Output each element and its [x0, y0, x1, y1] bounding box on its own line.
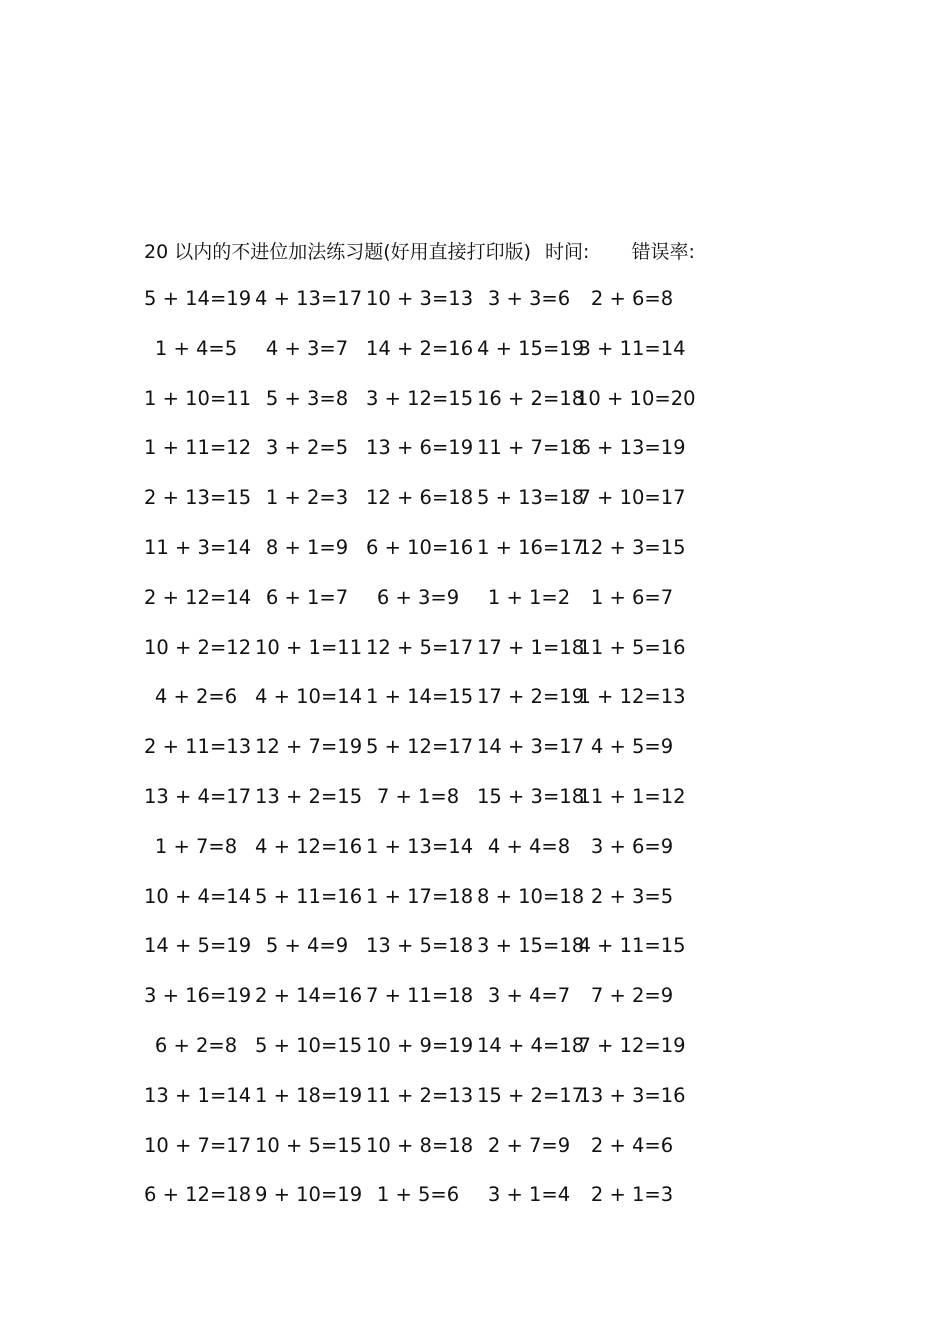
addition-problem: 3 + 15=18: [477, 934, 585, 958]
addition-problem: 11 + 5=16: [578, 635, 686, 659]
addition-problem: 2 + 14=16: [255, 984, 363, 1008]
addition-problem: 10 + 8=18: [366, 1133, 474, 1157]
addition-problem: 1 + 10=11: [144, 386, 252, 410]
addition-problem: 10 + 2=12: [144, 635, 252, 659]
addition-problem: 17 + 2=19: [477, 685, 585, 709]
worksheet-title: 20 以内的不进位加法练习题(好用直接打印版): [144, 240, 532, 263]
addition-problem: 10 + 3=13: [366, 287, 474, 310]
addition-problem: 8 + 1=9: [265, 535, 349, 559]
addition-problem: 10 + 4=14: [144, 884, 252, 908]
addition-problem: 10 + 9=19: [366, 1033, 474, 1057]
addition-problem: 4 + 4=8: [487, 834, 571, 858]
addition-problem: 5 + 12=17: [366, 735, 474, 759]
addition-problem: 7 + 12=19: [578, 1033, 686, 1057]
addition-problem: 2 + 12=14: [144, 585, 252, 609]
addition-problem: 11 + 3=14: [144, 535, 252, 559]
addition-problem: 17 + 1=18: [477, 635, 585, 659]
problem-row: [144, 781, 704, 831]
addition-problem: 1 + 7=8: [154, 834, 238, 858]
addition-problem: 15 + 2=17: [477, 1083, 585, 1107]
addition-problem: 3 + 16=19: [144, 984, 252, 1008]
addition-problem: 2 + 11=13: [144, 735, 252, 759]
addition-problem: 1 + 12=13: [578, 685, 686, 709]
addition-problem: 10 + 10=20: [576, 386, 696, 410]
addition-problem: 2 + 7=9: [487, 1133, 571, 1157]
addition-problem: 5 + 4=9: [265, 934, 349, 958]
problem-row: [144, 482, 704, 532]
problem-row: [144, 1130, 704, 1180]
addition-problem: 5 + 11=16: [255, 884, 363, 908]
addition-problem: 10 + 1=11: [255, 635, 363, 659]
addition-problem: 4 + 2=6: [154, 685, 238, 709]
addition-problem: 4 + 3=7: [265, 336, 349, 360]
addition-problem: 7 + 1=8: [376, 784, 460, 808]
problem-row: [144, 283, 704, 333]
addition-problem: 12 + 5=17: [366, 635, 474, 659]
addition-problem: 1 + 14=15: [366, 685, 474, 709]
addition-problem: 9 + 10=19: [255, 1183, 363, 1207]
addition-problem: 1 + 18=19: [255, 1083, 363, 1107]
problem-row: [144, 980, 704, 1030]
problem-row: [144, 881, 704, 931]
addition-problem: 7 + 11=18: [366, 984, 474, 1008]
addition-problem: 13 + 4=17: [144, 784, 252, 808]
addition-problem: 4 + 12=16: [255, 834, 363, 858]
addition-problem: 2 + 1=3: [590, 1183, 674, 1207]
problem-row: [144, 930, 704, 980]
addition-problem: 14 + 4=18: [477, 1033, 585, 1057]
addition-problem: 11 + 2=13: [366, 1083, 474, 1107]
addition-problem: 3 + 3=6: [487, 287, 571, 310]
addition-problem: 7 + 2=9: [590, 984, 674, 1008]
addition-problem: 1 + 2=3: [265, 486, 349, 510]
problem-row: [144, 582, 704, 632]
addition-problem: 1 + 6=7: [590, 585, 674, 609]
addition-problem: 5 + 14=19: [144, 287, 252, 310]
addition-problem: 14 + 5=19: [144, 934, 252, 958]
addition-problem: 12 + 3=15: [578, 535, 686, 559]
addition-problem: 4 + 5=9: [590, 735, 674, 759]
addition-problem: 1 + 5=6: [376, 1183, 460, 1207]
addition-problem: 2 + 6=8: [590, 287, 674, 310]
addition-problem: 15 + 3=18: [477, 784, 585, 808]
addition-problem: 3 + 4=7: [487, 984, 571, 1008]
addition-problem: 1 + 11=12: [144, 436, 252, 460]
addition-problem: 5 + 10=15: [255, 1033, 363, 1057]
addition-problem: 5 + 13=18: [477, 486, 585, 510]
addition-problem: 1 + 13=14: [366, 834, 474, 858]
addition-problem: 13 + 5=18: [366, 934, 474, 958]
addition-problem: 14 + 3=17: [477, 735, 585, 759]
problem-grid: [144, 283, 704, 1229]
addition-problem: 4 + 15=19: [477, 336, 585, 360]
addition-problem: 6 + 13=19: [578, 436, 686, 460]
error-rate-label: 错误率:: [631, 240, 695, 263]
problem-row: [144, 432, 704, 482]
addition-problem: 4 + 13=17: [255, 287, 363, 310]
addition-problem: 10 + 7=17: [144, 1133, 252, 1157]
addition-problem: 6 + 3=9: [376, 585, 460, 609]
addition-problem: 6 + 12=18: [144, 1183, 252, 1207]
addition-problem: 7 + 10=17: [578, 486, 686, 510]
addition-problem: 1 + 4=5: [154, 336, 238, 360]
addition-problem: 6 + 10=16: [366, 535, 474, 559]
addition-problem: 3 + 12=15: [366, 386, 474, 410]
addition-problem: 14 + 2=16: [366, 336, 474, 360]
problem-row: [144, 532, 704, 582]
problem-row: [144, 831, 704, 881]
addition-problem: 6 + 1=7: [265, 585, 349, 609]
addition-problem: 1 + 17=18: [366, 884, 474, 908]
problem-row: [144, 681, 704, 731]
addition-problem: 10 + 5=15: [255, 1133, 363, 1157]
addition-problem: 2 + 13=15: [144, 486, 252, 510]
addition-problem: 6 + 2=8: [154, 1033, 238, 1057]
worksheet-header: [144, 234, 695, 266]
addition-problem: 13 + 2=15: [255, 784, 363, 808]
problem-row: [144, 1080, 704, 1130]
addition-problem: 4 + 10=14: [255, 685, 363, 709]
time-label: 时间:: [545, 240, 590, 263]
addition-problem: 5 + 3=8: [265, 386, 349, 410]
addition-problem: 13 + 6=19: [366, 436, 474, 460]
addition-problem: 8 + 10=18: [477, 884, 585, 908]
addition-problem: 3 + 6=9: [590, 834, 674, 858]
addition-problem: 11 + 7=18: [477, 436, 585, 460]
addition-problem: 11 + 1=12: [578, 784, 686, 808]
problem-row: [144, 731, 704, 781]
addition-problem: 1 + 16=17: [477, 535, 585, 559]
addition-problem: 12 + 6=18: [366, 486, 474, 510]
problem-row: [144, 333, 704, 383]
addition-problem: 4 + 11=15: [578, 934, 686, 958]
problem-row: [144, 1179, 704, 1229]
addition-problem: 2 + 4=6: [590, 1133, 674, 1157]
problem-row: [144, 632, 704, 682]
addition-problem: 1 + 1=2: [487, 585, 571, 609]
problem-row: [144, 383, 704, 433]
addition-problem: 3 + 1=4: [487, 1183, 571, 1207]
addition-problem: 16 + 2=18: [477, 386, 585, 410]
addition-problem: 3 + 2=5: [265, 436, 349, 460]
addition-problem: 12 + 7=19: [255, 735, 363, 759]
addition-problem: 3 + 11=14: [578, 336, 686, 360]
problem-row: [144, 1030, 704, 1080]
addition-problem: 2 + 3=5: [590, 884, 674, 908]
addition-problem: 13 + 3=16: [578, 1083, 686, 1107]
addition-problem: 13 + 1=14: [144, 1083, 252, 1107]
